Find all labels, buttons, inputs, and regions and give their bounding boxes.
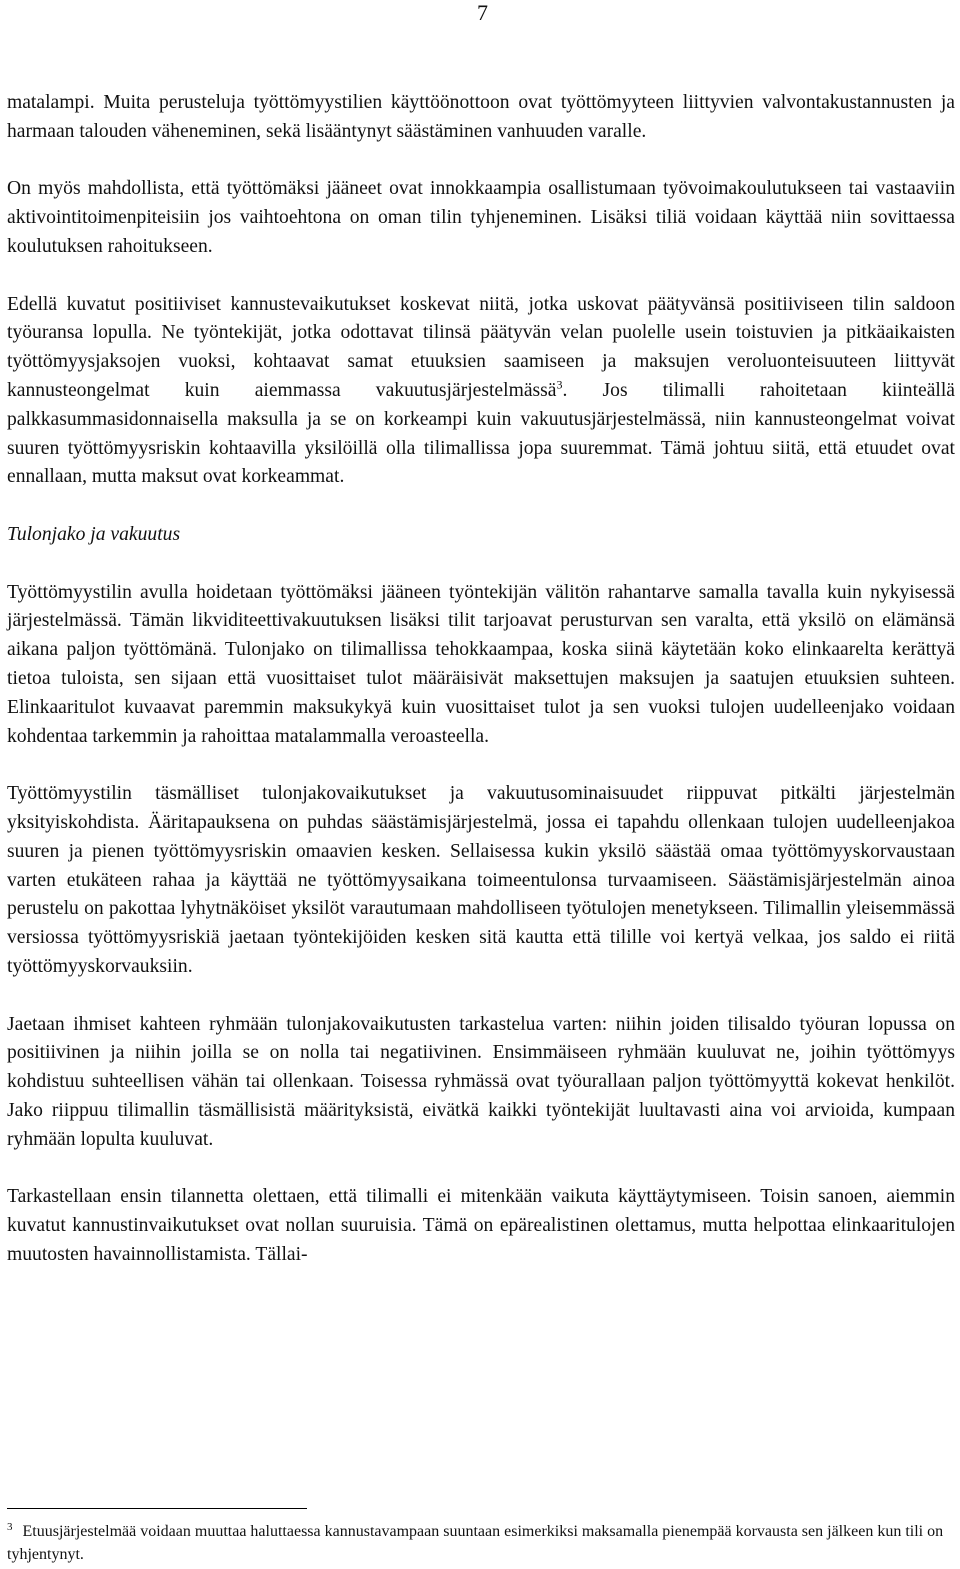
paragraph-3	[7, 291, 955, 493]
footnote	[7, 1520, 955, 1566]
footnote-text: Etuusjärjestelmää voidaan muuttaa haluttaessa kannustavampaan suuntaan esimerkiksi maksamalla pienempää korvausta sen jälkeen kun tili on tyhjentynyt.	[7, 1523, 944, 1563]
paragraph-2: On myös mahdollista, että työttömäksi jääneet ovat innokkaampia osallistumaan työvoimakoulutukseen tai vastaaviin aktivointitoimenpiteisiin jos vaihtoehtona on oman tilin tyhjeneminen. Lisäksi tiliä voidaan käyttää niin sovittaessa koulutuksen rahoitukseen.	[7, 178, 955, 257]
footnote-divider	[7, 1508, 307, 1509]
section-heading: Tulonjako ja vakuutus	[7, 523, 181, 545]
document-body	[7, 89, 955, 1270]
paragraph-7: Tarkastellaan ensin tilannetta olettaen, että tilimalli ei mitenkään vaikuta käyttäytymiseen. Toisin sanoen, aiemmin kuvatut kannustinvaikutukset ovat nollan suuruisia. Tämä on epärealistinen olettamus, mutta helpottaa elinkaaritulojen muutosten havainnollistamista. Tällai-	[7, 1186, 955, 1265]
footnote-marker: 3	[7, 1520, 13, 1533]
paragraph-3-text-a: Edellä kuvatut positiiviset kannustevaikutukset koskevat niitä, jotka uskovat päätyvänsä positiiviseen tilin saldoon työuransa lopulla. Ne työntekijät, jotka odottavat tilinsä päätyvän velan puolelle usein toistuvien ja pitkäaikaisten työttömyysjaksojen vuoksi, kohtaavat samat etuuksien saamiseen ja maksujen veroluonteisuuteen liittyvät kannusteongelmat kuin aiemmassa vakuutusjärjestelmässä	[7, 293, 955, 401]
paragraph-5: Työttömyystilin täsmälliset tulonjakovaikutukset ja vakuutusominaisuudet riippuvat pitkälti järjestelmän yksityiskohdista. Ääritapauksena on puhdas säästämisjärjestelmä, jossa ei tapahdu ollenkaan tulojen uudelleenjakoa suuren ja pienen työttömyysriskin omaavien kesken. Sellaisessa kukin yksilö säästää omaa työttömyyskorvaustaan varten etukäteen rahaa ja käyttää ne työttömyysaikana toimeentulonsa turvaamiseen. Säästämisjärjestelmän ainoa perustelu on pakottaa lyhytnäköiset yksilöt varautumaan mahdolliseen työtulojen menetykseen. Tilimallin yleisemmässä versiossa työttömyysriskiä jaetaan työntekijöiden kesken sitä kautta että tilille voi kertyä velkaa, jos saldo ei riitä työttömyyskorvauksiin.	[7, 783, 955, 977]
paragraph-3-text-b: . Jos tilimalli rahoitetaan kiinteällä palkkasummasidonnaisella maksulla ja se on korkeampi kuin vakuutusjärjestelmässä, niin kannusteongelmat voivat suuren työttömyysriskin kohtaavilla yksilöillä olla tilimallissa jopa suuremmat. Tämä johtuu siitä, että etuudet ovat ennallaan, mutta maksut ovat korkeammat.	[7, 379, 955, 488]
page-number: 7	[477, 0, 488, 25]
paragraph-4: Työttömyystilin avulla hoidetaan työttömäksi jääneen työntekijän välitön rahantarve samalla tavalla kuin nykyisessä järjestelmässä. Tämän likviditeettivakuutuksen lisäksi tilit tarjoavat perusturvan sen varalta, että yksilö on elämänsä aikana paljon työttömänä. Tulonjako on tilimallissa tehokkaampaa, koska siinä käytetään koko elinkaarelta kerättyä tietoa tuloista, sen sijaan että vuosittaiset tulot määräisivät maksettujen maksujen ja saatujen etuuksien suhteen. Elinkaaritulot kuvaavat paremmin maksukykyä kuin vuosittaiset tulot ja sen vuoksi tulojen uudelleenjako voidaan kohdentaa tarkemmin ja rahoittaa matalammalla veroasteella.	[7, 581, 955, 747]
paragraph-6: Jaetaan ihmiset kahteen ryhmään tulonjakovaikutusten tarkastelua varten: niihin joiden tilisaldo työuran lopussa on positiivinen ja niihin joilla se on nolla tai negatiivinen. Ensimmäiseen ryhmään kuuluvat ne, joihin työttömyys kohdistuu suhteellisen vähän tai ollenkaan. Toisessa ryhmässä ovat työurallaan paljon työttömyyttä kokevat henkilöt. Jako riippuu tilimallin täsmällisistä määrityksistä, eivätkä kaikki työntekijät luultavasti aina voi arvioida, kumpaan ryhmään lopulta kuuluvat.	[7, 1013, 955, 1150]
paragraph-1: matalampi. Muita perusteluja työttömyystilien käyttöönottoon ovat työttömyyteen liittyvien valvontakustannusten ja harmaan talouden väheneminen, sekä lisääntynyt säästäminen vanhuuden varalle.	[7, 92, 955, 142]
footnote-reference[interactable]: 3	[556, 377, 563, 392]
